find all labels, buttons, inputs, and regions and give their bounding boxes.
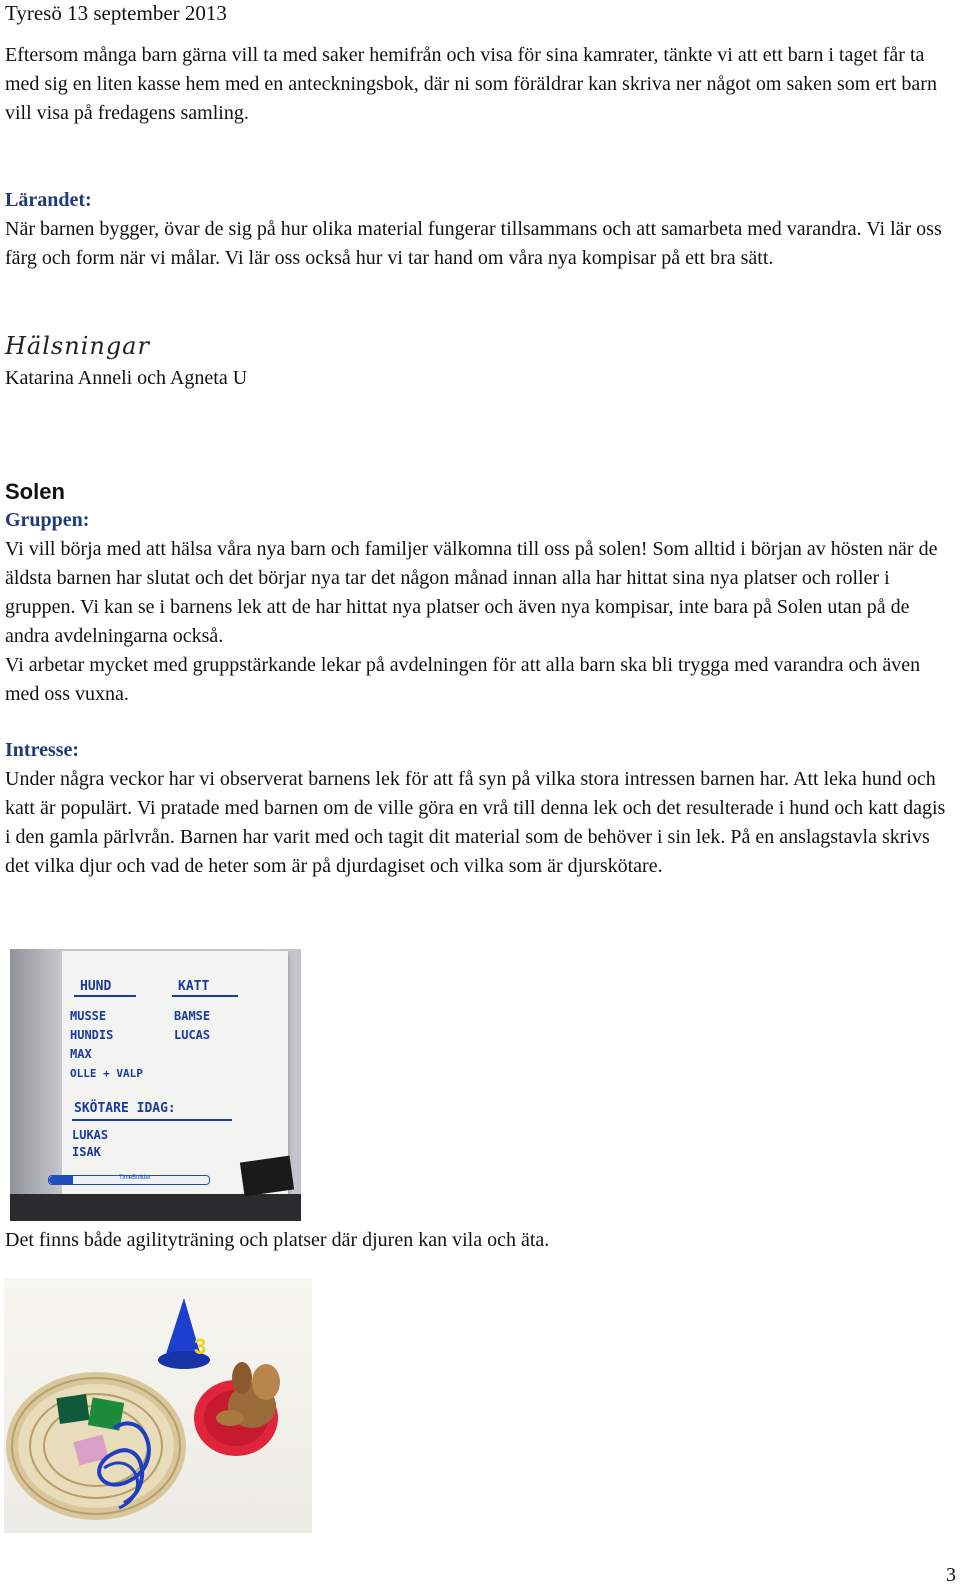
solen-title: Solen [5, 479, 65, 504]
col1-list [70, 1007, 143, 1083]
col1-item: MAX [70, 1047, 92, 1061]
solen-section [5, 477, 950, 709]
cone-number: 3 [194, 1334, 207, 1359]
plush-dog-head [252, 1364, 280, 1400]
larandet-text: När barnen bygger, övar de sig på hur olika material fungerar tillsammans och att samarbeta med varandra. Vi lär oss färg och form när vi målar. Vi lär oss också hur vi tar hand om våra nya kompisar på ett bra sätt. [5, 218, 942, 269]
dark-object [240, 1156, 294, 1197]
toys-photo [4, 1278, 312, 1533]
col1-item: OLLE + VALP [70, 1067, 143, 1080]
col2-item: BAMSE [174, 1009, 211, 1023]
col1-item: MUSSE [70, 1009, 107, 1023]
col1-head: HUND [80, 979, 112, 994]
greeting-script: Hälsningar [5, 332, 150, 360]
marker-cap [49, 1176, 73, 1184]
larandet-section [5, 186, 950, 273]
gruppen-paragraph-1: Vi vill börja med att hälsa våra nya barn och familjer välkomna till oss på solen! Som alltid i början av hösten när de äldsta barnen har slutat och det börjar nya tar det någon månad innan alla har hittat sina nya platser och roller i gruppen. Vi kan se i barnens lek att de har hittat nya platser och även nya kompisar, inte bara på Solen utan på de andra avdelningarna också. [5, 538, 938, 647]
whiteboard-photo [10, 949, 301, 1221]
larandet-heading: Lärandet: [5, 189, 92, 211]
skotare-item: LUKAS [72, 1128, 109, 1142]
skotare-item: ISAK [72, 1145, 101, 1159]
intresse-heading: Intresse: [5, 739, 80, 761]
col2-underline [172, 995, 238, 997]
floor-shadow [10, 1194, 301, 1221]
greeting-names: Katarina Anneli och Agneta U [5, 367, 248, 389]
image-caption: Det finns både agilityträning och platser där djuren kan vila och äta. [5, 1229, 550, 1251]
col2-head: KATT [178, 979, 210, 994]
page-number: 3 [946, 1564, 956, 1586]
marker-brand: TimeBuilder [119, 1175, 151, 1181]
intro-paragraph: Eftersom många barn gärna vill ta med saker hemifrån och visa för sina kamrater, tänkte vi att ett barn i taget får ta med sig en liten kasse hem med en anteckningsbok, där ni som föräldrar kan skriva ner något om saken som ert barn vill visa på fredagens samling. [5, 44, 937, 124]
skotare-label: SKÖTARE IDAG: [74, 1101, 176, 1116]
toys-illustration [4, 1278, 312, 1533]
plush-dog-leg [216, 1410, 244, 1426]
gruppen-paragraph-2: Vi arbetar mycket med gruppstärkande lekar på avdelningen för att alla barn ska bli trygga med varandra och även med oss vuxna. [5, 654, 921, 705]
col1-underline [74, 995, 136, 997]
beanbag-green-icon [56, 1394, 89, 1424]
gruppen-heading: Gruppen: [5, 509, 90, 531]
intro-section [5, 41, 950, 128]
date-line: Tyresö 13 september 2013 [5, 1, 227, 25]
plush-dog-ear [232, 1362, 252, 1394]
greeting-section [5, 328, 950, 393]
caption-section [5, 1226, 950, 1255]
skotare-list [72, 1127, 108, 1161]
skotare-underline [72, 1119, 232, 1121]
intresse-text: Under några veckor har vi observerat barnens lek för att få syn på vilka stora intressen barnen har. Att leka hund och katt är populärt. Vi pratade med barnen om de ville göra en vrå till denna lek och det resulterade i hund och katt dagis i den gamla pärlvrån. Barnen har varit med och tagit dit material som de behöver i sin lek. På en anslagstavla skrivs det vilka djur och vad de heter som är på djurdagiset och vilka som är djurskötare. [5, 768, 946, 877]
col1-item: HUNDIS [70, 1028, 114, 1042]
intresse-section [5, 736, 950, 881]
col2-list [174, 1007, 210, 1045]
marker-icon [48, 1175, 210, 1185]
col2-item: LUCAS [174, 1028, 211, 1042]
